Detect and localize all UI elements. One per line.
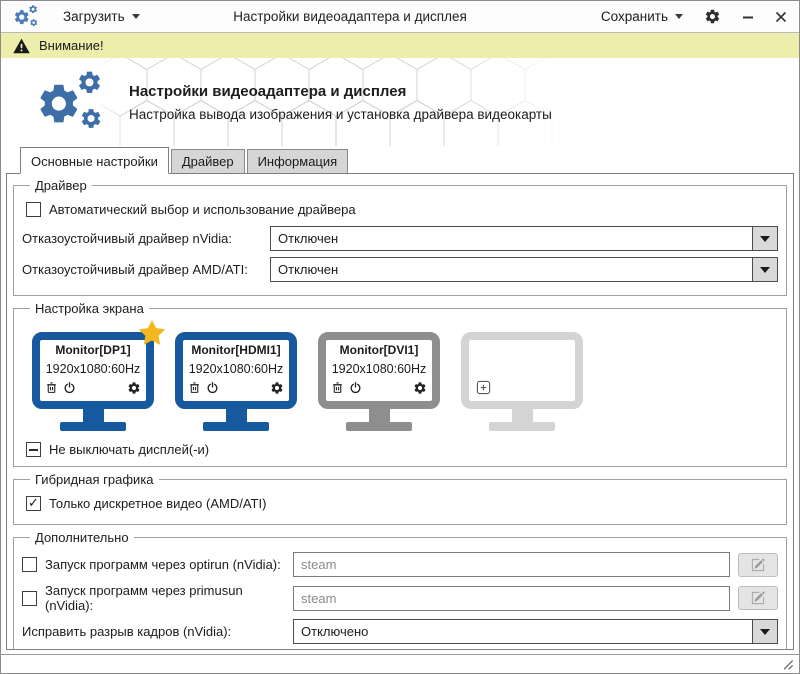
primusun-command-input[interactable] bbox=[293, 586, 730, 611]
warning-text: Внимание! bbox=[39, 38, 104, 53]
monitor-mode: 1920x1080:60Hz bbox=[331, 362, 427, 376]
hybrid-group-legend: Гибридная графика bbox=[35, 472, 154, 487]
edit-icon bbox=[751, 558, 765, 572]
dropdown-arrow-icon[interactable] bbox=[752, 258, 777, 281]
monitor-name: Monitor[HDMI1] bbox=[191, 343, 281, 357]
power-monitor-icon[interactable] bbox=[349, 381, 362, 394]
add-display-icon[interactable] bbox=[476, 380, 491, 395]
discrete-video-label[interactable]: Только дискретное видео (AMD/ATI) bbox=[49, 496, 267, 511]
status-bar bbox=[1, 654, 799, 673]
monitor-settings-icon[interactable] bbox=[270, 381, 284, 395]
optirun-checkbox[interactable] bbox=[22, 557, 37, 572]
minimize-button[interactable] bbox=[742, 11, 754, 23]
settings-gear-button[interactable] bbox=[704, 8, 721, 25]
amd-failsafe-select[interactable] bbox=[270, 257, 778, 282]
auto-driver-label[interactable]: Автоматический выбор и использование драйвера bbox=[49, 202, 356, 217]
tear-fix-select[interactable] bbox=[293, 619, 778, 644]
dropdown-arrow-icon[interactable] bbox=[752, 620, 777, 643]
resize-grip[interactable] bbox=[781, 658, 794, 670]
monitor-name: Monitor[DP1] bbox=[55, 343, 131, 357]
optirun-command-input[interactable] bbox=[293, 552, 730, 577]
chevron-down-icon bbox=[675, 14, 683, 19]
titlebar[interactable] bbox=[1, 1, 799, 33]
auto-driver-checkbox[interactable] bbox=[26, 202, 41, 217]
tear-fix-label: Исправить разрыв кадров (nVidia): bbox=[22, 624, 232, 639]
warning-banner bbox=[1, 33, 799, 58]
discrete-video-checkbox[interactable] bbox=[26, 496, 41, 511]
delete-monitor-icon[interactable] bbox=[45, 381, 58, 394]
tab-panel bbox=[6, 173, 794, 650]
monitor-card-hdmi1[interactable] bbox=[175, 332, 297, 431]
page-title: Настройки видеоадаптера и дисплея bbox=[129, 82, 407, 100]
monitor-name: Monitor[DVI1] bbox=[339, 343, 419, 357]
primusun-label[interactable]: Запуск программ через primusun (nVidia): bbox=[45, 583, 243, 613]
power-monitor-icon[interactable] bbox=[63, 381, 76, 394]
driver-group-legend: Драйвер bbox=[35, 178, 87, 193]
optirun-label[interactable]: Запуск программ через optirun (nVidia): bbox=[45, 557, 281, 572]
monitor-list bbox=[22, 317, 778, 431]
driver-group bbox=[13, 178, 787, 296]
primusun-edit-button[interactable] bbox=[738, 586, 778, 610]
close-button[interactable] bbox=[775, 11, 787, 23]
monitor-mode: 1920x1080:60Hz bbox=[188, 362, 284, 376]
page-header bbox=[1, 58, 799, 146]
tab-main-settings[interactable]: Основные настройки bbox=[20, 147, 169, 174]
nvidia-failsafe-label: Отказоустойчивый драйвер nVidia: bbox=[22, 231, 232, 246]
page-subtitle: Настройка вывода изображения и установка драйвера видеокарты bbox=[129, 106, 552, 122]
primusun-checkbox[interactable] bbox=[22, 591, 37, 606]
monitor-card-dp1[interactable] bbox=[32, 332, 154, 431]
optirun-edit-button[interactable] bbox=[738, 553, 778, 577]
amd-failsafe-label: Отказоустойчивый драйвер AMD/ATI: bbox=[22, 262, 248, 277]
monitor-settings-icon[interactable] bbox=[127, 381, 141, 395]
chevron-down-icon bbox=[132, 14, 140, 19]
keep-display-on-label[interactable]: Не выключать дисплей(-и) bbox=[49, 442, 210, 457]
monitor-settings-icon[interactable] bbox=[413, 381, 427, 395]
save-menu-label: Сохранить bbox=[600, 9, 668, 24]
power-monitor-icon[interactable] bbox=[206, 381, 219, 394]
extra-group bbox=[13, 530, 787, 650]
monitor-mode: 1920x1080:60Hz bbox=[45, 362, 141, 376]
nvidia-failsafe-select[interactable] bbox=[270, 226, 778, 251]
nvidia-failsafe-value: Отключен bbox=[278, 231, 339, 246]
screen-group bbox=[13, 301, 787, 467]
hybrid-group bbox=[13, 472, 787, 525]
delete-monitor-icon[interactable] bbox=[331, 381, 344, 394]
load-menu-label: Загрузить bbox=[63, 9, 125, 24]
screen-group-legend: Настройка экрана bbox=[35, 301, 144, 316]
save-menu-button[interactable] bbox=[601, 9, 683, 24]
delete-monitor-icon[interactable] bbox=[188, 381, 201, 394]
load-menu-button[interactable] bbox=[63, 9, 140, 24]
monitor-card-dvi1[interactable] bbox=[318, 332, 440, 431]
warning-icon bbox=[12, 37, 31, 55]
window-title: Настройки видеоадаптера и дисплея bbox=[233, 9, 467, 24]
app-logo-icon bbox=[13, 4, 41, 29]
tabstrip bbox=[1, 146, 799, 173]
monitor-card-empty[interactable] bbox=[461, 332, 583, 431]
primary-star-icon bbox=[137, 318, 167, 348]
tear-fix-value: Отключено bbox=[301, 624, 369, 639]
amd-failsafe-value: Отключен bbox=[278, 262, 339, 277]
header-logo-icon bbox=[31, 69, 115, 135]
keep-display-on-checkbox[interactable] bbox=[26, 442, 41, 457]
edit-icon bbox=[751, 591, 765, 605]
tab-driver[interactable]: Драйвер bbox=[171, 149, 245, 173]
extra-group-legend: Дополнительно bbox=[35, 530, 129, 545]
dropdown-arrow-icon[interactable] bbox=[752, 227, 777, 250]
tab-information[interactable]: Информация bbox=[247, 149, 349, 173]
